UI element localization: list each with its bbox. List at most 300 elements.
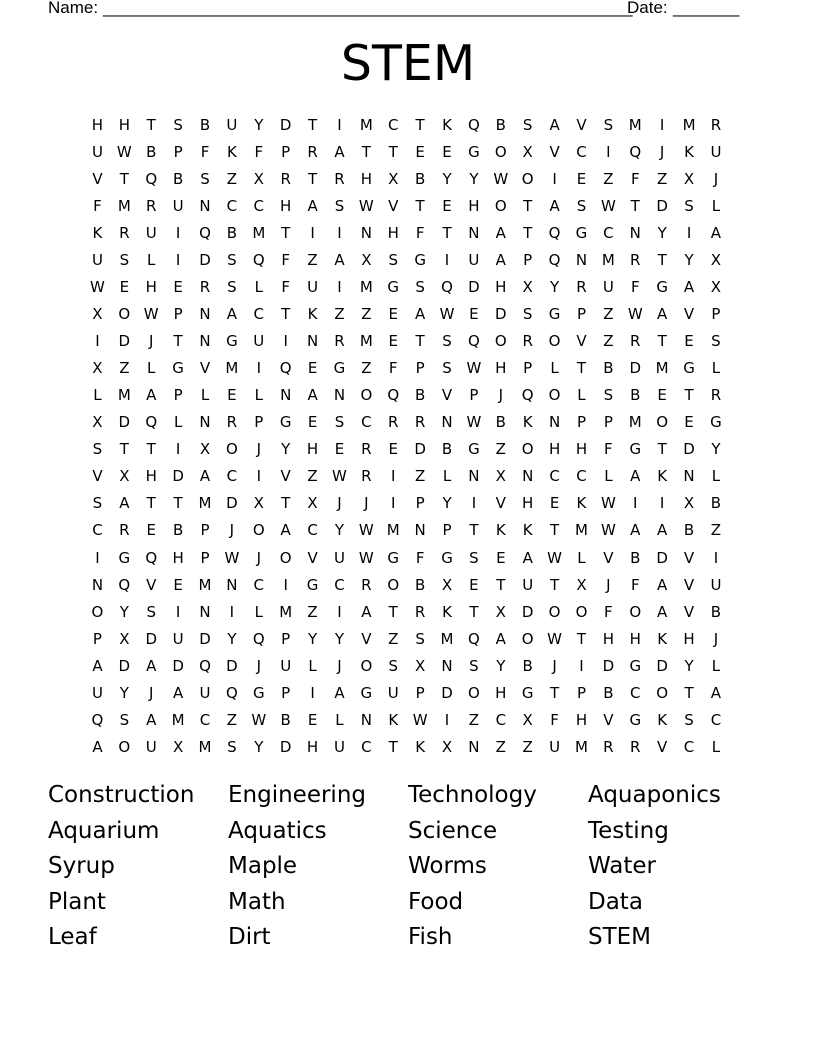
grid-letter[interactable]: U (333, 548, 345, 567)
grid-letter[interactable]: P (469, 386, 479, 405)
grid-letter[interactable]: Z (522, 737, 533, 756)
grid-letter[interactable]: G (468, 440, 480, 459)
grid-letter[interactable]: V (576, 332, 587, 351)
grid-letter[interactable]: W (251, 710, 267, 729)
grid-letter[interactable]: P (281, 143, 291, 162)
grid-letter[interactable]: C (603, 224, 614, 243)
grid-letter[interactable]: W (116, 143, 132, 162)
grid-letter[interactable]: A (522, 548, 533, 567)
grid-letter[interactable]: Q (199, 656, 211, 675)
grid-letter[interactable]: Y (227, 629, 237, 648)
grid-letter[interactable]: Y (469, 170, 479, 189)
grid-letter[interactable]: I (337, 278, 342, 297)
grid-letter[interactable]: A (630, 467, 641, 486)
grid-letter[interactable]: E (469, 575, 479, 594)
grid-letter[interactable]: G (414, 251, 426, 270)
grid-letter[interactable]: C (576, 143, 587, 162)
grid-letter[interactable]: R (388, 413, 399, 432)
grid-letter[interactable]: G (548, 305, 561, 324)
grid-letter[interactable]: S (684, 197, 694, 216)
grid-letter[interactable]: A (199, 467, 211, 486)
grid-letter[interactable]: A (710, 224, 722, 243)
grid-letter[interactable]: G (441, 548, 453, 567)
grid-letter[interactable]: I (283, 575, 288, 594)
grid-letter[interactable]: X (172, 737, 184, 756)
grid-letter[interactable]: C (253, 575, 265, 594)
grid-letter[interactable]: Y (711, 440, 721, 459)
grid-letter[interactable]: L (173, 413, 183, 432)
grid-letter[interactable]: D (521, 602, 534, 621)
grid-letter[interactable]: R (307, 143, 318, 162)
grid-letter[interactable]: M (601, 251, 615, 270)
grid-letter[interactable]: L (550, 359, 559, 378)
grid-letter[interactable]: L (335, 710, 344, 729)
grid-letter[interactable]: L (604, 467, 613, 486)
grid-letter[interactable]: F (93, 197, 102, 216)
grid-letter[interactable]: N (333, 386, 346, 405)
grid-letter[interactable]: A (495, 224, 506, 243)
grid-letter[interactable]: T (307, 170, 318, 189)
grid-letter[interactable]: T (523, 224, 533, 243)
grid-letter[interactable]: I (579, 656, 584, 675)
grid-letter[interactable]: S (576, 197, 587, 216)
grid-letter[interactable]: I (659, 116, 665, 134)
grid-letter[interactable]: I (686, 224, 692, 243)
grid-letter[interactable]: Y (657, 224, 667, 243)
grid-letter[interactable]: L (200, 386, 210, 405)
grid-letter[interactable]: M (252, 224, 266, 243)
grid-letter[interactable]: Q (387, 386, 400, 405)
grid-letter[interactable]: X (441, 575, 453, 594)
grid-letter[interactable]: X (495, 467, 506, 486)
grid-letter[interactable]: A (172, 683, 184, 702)
grid-letter[interactable]: T (523, 197, 533, 216)
grid-letter[interactable]: I (256, 359, 261, 378)
grid-letter[interactable]: K (522, 413, 533, 432)
grid-letter[interactable]: X (710, 278, 722, 297)
grid-letter[interactable]: T (469, 521, 479, 540)
grid-letter[interactable]: W (600, 494, 616, 513)
grid-letter[interactable]: A (119, 494, 130, 513)
grid-letter[interactable]: A (280, 521, 291, 540)
grid-letter[interactable]: L (93, 386, 102, 405)
grid-letter[interactable]: J (713, 629, 719, 648)
grid-letter[interactable]: L (442, 467, 452, 486)
grid-letter[interactable]: S (415, 278, 425, 297)
grid-letter[interactable]: J (337, 656, 342, 675)
grid-letter[interactable]: G (656, 278, 668, 297)
grid-letter[interactable]: S (684, 710, 694, 729)
grid-letter[interactable]: L (577, 386, 586, 405)
grid-letter[interactable]: S (92, 440, 103, 459)
grid-letter[interactable]: P (711, 305, 721, 324)
grid-letter[interactable]: C (253, 197, 265, 216)
grid-letter[interactable]: Y (281, 440, 291, 459)
grid-letter[interactable]: R (522, 332, 533, 351)
grid-letter[interactable]: O (656, 683, 669, 702)
grid-letter[interactable]: W (600, 521, 616, 540)
grid-letter[interactable]: F (388, 359, 398, 378)
grid-letter[interactable]: F (254, 143, 264, 162)
grid-letter[interactable]: M (117, 386, 131, 405)
grid-letter[interactable]: D (279, 116, 292, 134)
grid-letter[interactable]: K (442, 602, 452, 621)
grid-letter[interactable]: Q (548, 251, 561, 270)
grid-letter[interactable]: S (442, 359, 452, 378)
grid-letter[interactable]: O (548, 386, 561, 405)
grid-letter[interactable]: Q (252, 629, 265, 648)
grid-letter[interactable]: T (119, 170, 129, 189)
grid-letter[interactable]: S (603, 386, 614, 405)
grid-letter[interactable]: D (226, 494, 238, 513)
grid-letter[interactable]: W (627, 305, 643, 324)
grid-letter[interactable]: T (388, 602, 398, 621)
grid-letter[interactable]: A (334, 251, 345, 270)
grid-letter[interactable]: T (576, 629, 587, 648)
grid-letter[interactable]: S (92, 494, 103, 513)
grid-letter[interactable]: X (522, 278, 533, 297)
grid-letter[interactable]: I (713, 548, 719, 567)
grid-letter[interactable]: E (442, 197, 452, 216)
grid-letter[interactable]: B (226, 224, 238, 243)
grid-letter[interactable]: T (657, 332, 667, 351)
grid-letter[interactable]: O (360, 656, 373, 675)
grid-letter[interactable]: Z (307, 467, 318, 486)
grid-letter[interactable]: T (146, 116, 156, 134)
grid-letter[interactable]: P (254, 413, 264, 432)
grid-letter[interactable]: G (468, 143, 480, 162)
grid-letter[interactable]: D (226, 656, 238, 675)
grid-letter[interactable]: M (575, 737, 588, 756)
grid-letter[interactable]: T (146, 440, 156, 459)
grid-letter[interactable]: B (603, 683, 614, 702)
grid-letter[interactable]: U (387, 683, 399, 702)
grid-letter[interactable]: N (306, 332, 319, 351)
grid-letter[interactable]: Q (91, 710, 104, 729)
grid-letter[interactable]: R (710, 116, 722, 134)
grid-letter[interactable]: D (118, 332, 131, 351)
grid-letter[interactable]: Z (603, 305, 614, 324)
grid-letter[interactable]: T (550, 683, 560, 702)
grid-letter[interactable]: T (684, 683, 694, 702)
grid-letter[interactable]: Q (199, 224, 211, 243)
grid-letter[interactable]: D (172, 467, 184, 486)
grid-letter[interactable]: O (521, 170, 534, 189)
grid-letter[interactable]: H (145, 467, 157, 486)
grid-letter[interactable]: E (146, 521, 156, 540)
grid-letter[interactable]: Z (361, 305, 372, 324)
grid-letter[interactable]: Z (119, 359, 130, 378)
grid-letter[interactable]: J (606, 575, 611, 594)
grid-letter[interactable]: O (521, 440, 534, 459)
grid-letter[interactable]: E (469, 305, 479, 324)
grid-letter[interactable]: S (334, 197, 345, 216)
grid-letter[interactable]: I (175, 440, 181, 459)
grid-letter[interactable]: P (200, 548, 210, 567)
grid-letter[interactable]: U (253, 332, 265, 351)
grid-letter[interactable]: J (229, 521, 235, 540)
grid-letter[interactable]: U (280, 656, 292, 675)
grid-letter[interactable]: F (630, 278, 640, 297)
grid-letter[interactable]: R (710, 386, 722, 405)
grid-letter[interactable]: G (387, 278, 400, 297)
grid-letter[interactable]: Z (657, 170, 668, 189)
grid-letter[interactable]: H (280, 197, 292, 216)
grid-letter[interactable]: Z (710, 521, 722, 540)
grid-letter[interactable]: H (468, 197, 480, 216)
grid-letter[interactable]: H (495, 359, 507, 378)
grid-letter[interactable]: U (710, 575, 722, 594)
grid-letter[interactable]: N (91, 575, 104, 594)
grid-letter[interactable]: F (281, 278, 290, 297)
grid-letter[interactable]: E (119, 278, 130, 297)
grid-letter[interactable]: O (494, 143, 507, 162)
grid-letter[interactable]: L (711, 467, 721, 486)
grid-letter[interactable]: A (307, 197, 318, 216)
grid-letter[interactable]: P (576, 305, 586, 324)
grid-letter[interactable]: D (279, 737, 292, 756)
grid-letter[interactable]: C (495, 710, 507, 729)
grid-letter[interactable]: P (603, 413, 613, 432)
grid-letter[interactable]: A (683, 278, 695, 297)
grid-letter[interactable]: B (280, 710, 291, 729)
grid-letter[interactable]: K (495, 521, 506, 540)
grid-letter[interactable]: M (359, 332, 373, 351)
grid-letter[interactable]: U (91, 143, 103, 162)
grid-letter[interactable]: U (91, 251, 103, 270)
grid-letter[interactable]: P (523, 251, 533, 270)
grid-letter[interactable]: N (468, 737, 480, 756)
grid-letter[interactable]: L (711, 197, 721, 216)
grid-letter[interactable]: U (172, 629, 184, 648)
grid-letter[interactable]: Z (495, 737, 506, 756)
grid-letter[interactable]: I (391, 494, 396, 513)
grid-letter[interactable]: N (522, 467, 534, 486)
grid-letter[interactable]: C (710, 710, 722, 729)
grid-letter[interactable]: T (119, 440, 129, 459)
grid-letter[interactable]: U (333, 737, 345, 756)
grid-letter[interactable]: C (307, 521, 318, 540)
grid-letter[interactable]: K (657, 629, 668, 648)
grid-letter[interactable]: X (92, 305, 103, 324)
grid-letter[interactable]: J (659, 143, 665, 162)
grid-letter[interactable]: Y (550, 278, 560, 297)
grid-letter[interactable]: R (119, 224, 130, 243)
grid-letter[interactable]: Q (145, 413, 158, 432)
grid-letter[interactable]: Q (118, 575, 131, 594)
grid-letter[interactable]: C (92, 521, 103, 540)
grid-letter[interactable]: G (226, 332, 238, 351)
grid-letter[interactable]: Q (468, 629, 480, 648)
grid-letter[interactable]: T (684, 386, 694, 405)
grid-letter[interactable]: B (414, 170, 426, 189)
grid-letter[interactable]: F (630, 170, 640, 189)
grid-letter[interactable]: G (710, 413, 722, 432)
grid-letter[interactable]: F (630, 575, 640, 594)
grid-letter[interactable]: M (575, 521, 588, 540)
grid-letter[interactable]: A (657, 575, 668, 594)
grid-letter[interactable]: F (415, 548, 425, 567)
grid-letter[interactable]: T (550, 521, 560, 540)
grid-letter[interactable]: A (710, 683, 722, 702)
grid-letter[interactable]: V (683, 602, 695, 621)
grid-letter[interactable]: T (361, 143, 371, 162)
grid-letter[interactable]: I (471, 494, 477, 513)
grid-letter[interactable]: Q (468, 332, 480, 351)
grid-letter[interactable]: W (493, 170, 509, 189)
grid-letter[interactable]: T (415, 116, 425, 134)
grid-letter[interactable]: B (495, 116, 506, 134)
grid-letter[interactable]: A (92, 737, 103, 756)
grid-letter[interactable]: K (522, 521, 533, 540)
grid-letter[interactable]: W (466, 359, 482, 378)
grid-letter[interactable]: M (198, 494, 212, 513)
grid-letter[interactable]: N (441, 413, 453, 432)
grid-letter[interactable]: Z (414, 467, 426, 486)
grid-letter[interactable]: T (415, 332, 425, 351)
grid-letter[interactable]: R (119, 521, 130, 540)
grid-letter[interactable]: J (256, 440, 261, 459)
grid-letter[interactable]: A (630, 521, 641, 540)
grid-letter[interactable]: V (388, 197, 399, 216)
grid-letter[interactable]: S (119, 251, 130, 270)
grid-letter[interactable]: S (119, 710, 130, 729)
grid-letter[interactable]: G (387, 548, 400, 567)
grid-letter[interactable]: V (603, 710, 614, 729)
grid-letter[interactable]: R (630, 737, 641, 756)
grid-letter[interactable]: K (415, 737, 426, 756)
grid-letter[interactable]: I (444, 710, 450, 729)
grid-letter[interactable]: S (388, 251, 398, 270)
grid-letter[interactable]: V (495, 494, 506, 513)
grid-letter[interactable]: L (577, 548, 586, 567)
grid-letter[interactable]: W (466, 413, 482, 432)
grid-letter[interactable]: A (146, 386, 157, 405)
grid-letter[interactable]: M (171, 710, 185, 729)
grid-letter[interactable]: X (710, 251, 722, 270)
grid-letter[interactable]: L (711, 656, 721, 675)
grid-letter[interactable]: H (575, 710, 588, 729)
grid-letter[interactable]: W (358, 197, 374, 216)
grid-letter[interactable]: P (415, 359, 425, 378)
grid-letter[interactable]: A (657, 602, 668, 621)
grid-letter[interactable]: A (495, 251, 506, 270)
grid-letter[interactable]: R (334, 332, 345, 351)
grid-letter[interactable]: Y (496, 656, 506, 675)
grid-letter[interactable]: O (387, 575, 400, 594)
grid-letter[interactable]: P (173, 305, 183, 324)
grid-letter[interactable]: T (281, 494, 291, 513)
grid-letter[interactable]: E (684, 332, 694, 351)
grid-letter[interactable]: F (604, 602, 613, 621)
grid-letter[interactable]: X (388, 170, 399, 189)
grid-letter[interactable]: X (495, 602, 506, 621)
grid-letter[interactable]: K (657, 467, 668, 486)
grid-letter[interactable]: N (629, 224, 641, 243)
grid-letter[interactable]: H (575, 440, 588, 459)
grid-letter[interactable]: Q (629, 143, 642, 162)
grid-letter[interactable]: W (90, 278, 105, 297)
grid-letter[interactable]: B (146, 143, 157, 162)
grid-letter[interactable]: E (334, 440, 345, 459)
grid-letter[interactable]: R (361, 440, 372, 459)
grid-letter[interactable]: D (656, 548, 668, 567)
grid-letter[interactable]: O (575, 602, 588, 621)
grid-letter[interactable]: N (468, 224, 480, 243)
grid-letter[interactable]: P (442, 521, 452, 540)
grid-letter[interactable]: Q (548, 224, 561, 243)
grid-letter[interactable]: M (628, 413, 642, 432)
grid-letter[interactable]: B (441, 440, 453, 459)
grid-letter[interactable]: O (494, 197, 507, 216)
grid-letter[interactable]: M (359, 116, 373, 134)
grid-letter[interactable]: G (172, 359, 184, 378)
grid-letter[interactable]: X (119, 629, 130, 648)
grid-letter[interactable]: M (225, 359, 239, 378)
grid-letter[interactable]: Z (226, 170, 238, 189)
grid-letter[interactable]: M (682, 116, 696, 134)
grid-letter[interactable]: D (414, 440, 426, 459)
grid-letter[interactable]: T (281, 305, 291, 324)
grid-letter[interactable]: J (149, 683, 154, 702)
grid-letter[interactable]: G (306, 575, 319, 594)
grid-letter[interactable]: Q (441, 278, 453, 297)
grid-letter[interactable]: U (145, 224, 157, 243)
grid-letter[interactable]: P (415, 683, 425, 702)
grid-letter[interactable]: U (522, 575, 534, 594)
grid-letter[interactable]: B (495, 413, 506, 432)
grid-letter[interactable]: M (198, 737, 212, 756)
grid-letter[interactable]: C (388, 116, 399, 134)
grid-letter[interactable]: O (494, 332, 507, 351)
grid-letter[interactable]: A (549, 116, 560, 134)
grid-letter[interactable]: H (495, 278, 507, 297)
grid-letter[interactable]: U (602, 278, 614, 297)
grid-letter[interactable]: P (173, 386, 183, 405)
grid-letter[interactable]: I (95, 548, 100, 567)
grid-letter[interactable]: S (415, 629, 425, 648)
grid-letter[interactable]: K (388, 710, 399, 729)
grid-letter[interactable]: N (199, 413, 211, 432)
grid-letter[interactable]: E (576, 170, 587, 189)
grid-letter[interactable]: D (629, 359, 642, 378)
grid-letter[interactable]: R (361, 467, 372, 486)
grid-letter[interactable]: B (710, 602, 722, 621)
grid-letter[interactable]: S (388, 656, 398, 675)
grid-letter[interactable]: H (629, 629, 641, 648)
grid-letter[interactable]: N (280, 386, 292, 405)
grid-letter[interactable]: H (495, 683, 507, 702)
grid-letter[interactable]: V (441, 386, 453, 405)
grid-letter[interactable]: H (387, 224, 399, 243)
grid-letter[interactable]: Q (145, 170, 158, 189)
grid-letter[interactable]: P (281, 629, 291, 648)
grid-letter[interactable]: G (521, 683, 534, 702)
grid-letter[interactable]: G (118, 548, 131, 567)
grid-letter[interactable]: V (92, 170, 103, 189)
grid-letter[interactable]: I (337, 602, 342, 621)
grid-letter[interactable]: I (337, 224, 342, 243)
grid-letter[interactable]: O (548, 332, 561, 351)
grid-letter[interactable]: E (307, 710, 318, 729)
grid-letter[interactable]: D (656, 197, 668, 216)
grid-letter[interactable]: T (442, 224, 452, 243)
grid-letter[interactable]: F (281, 251, 290, 270)
grid-letter[interactable]: X (253, 494, 264, 513)
grid-letter[interactable]: V (576, 116, 587, 134)
grid-letter[interactable]: O (118, 737, 131, 756)
grid-letter[interactable]: A (307, 386, 318, 405)
